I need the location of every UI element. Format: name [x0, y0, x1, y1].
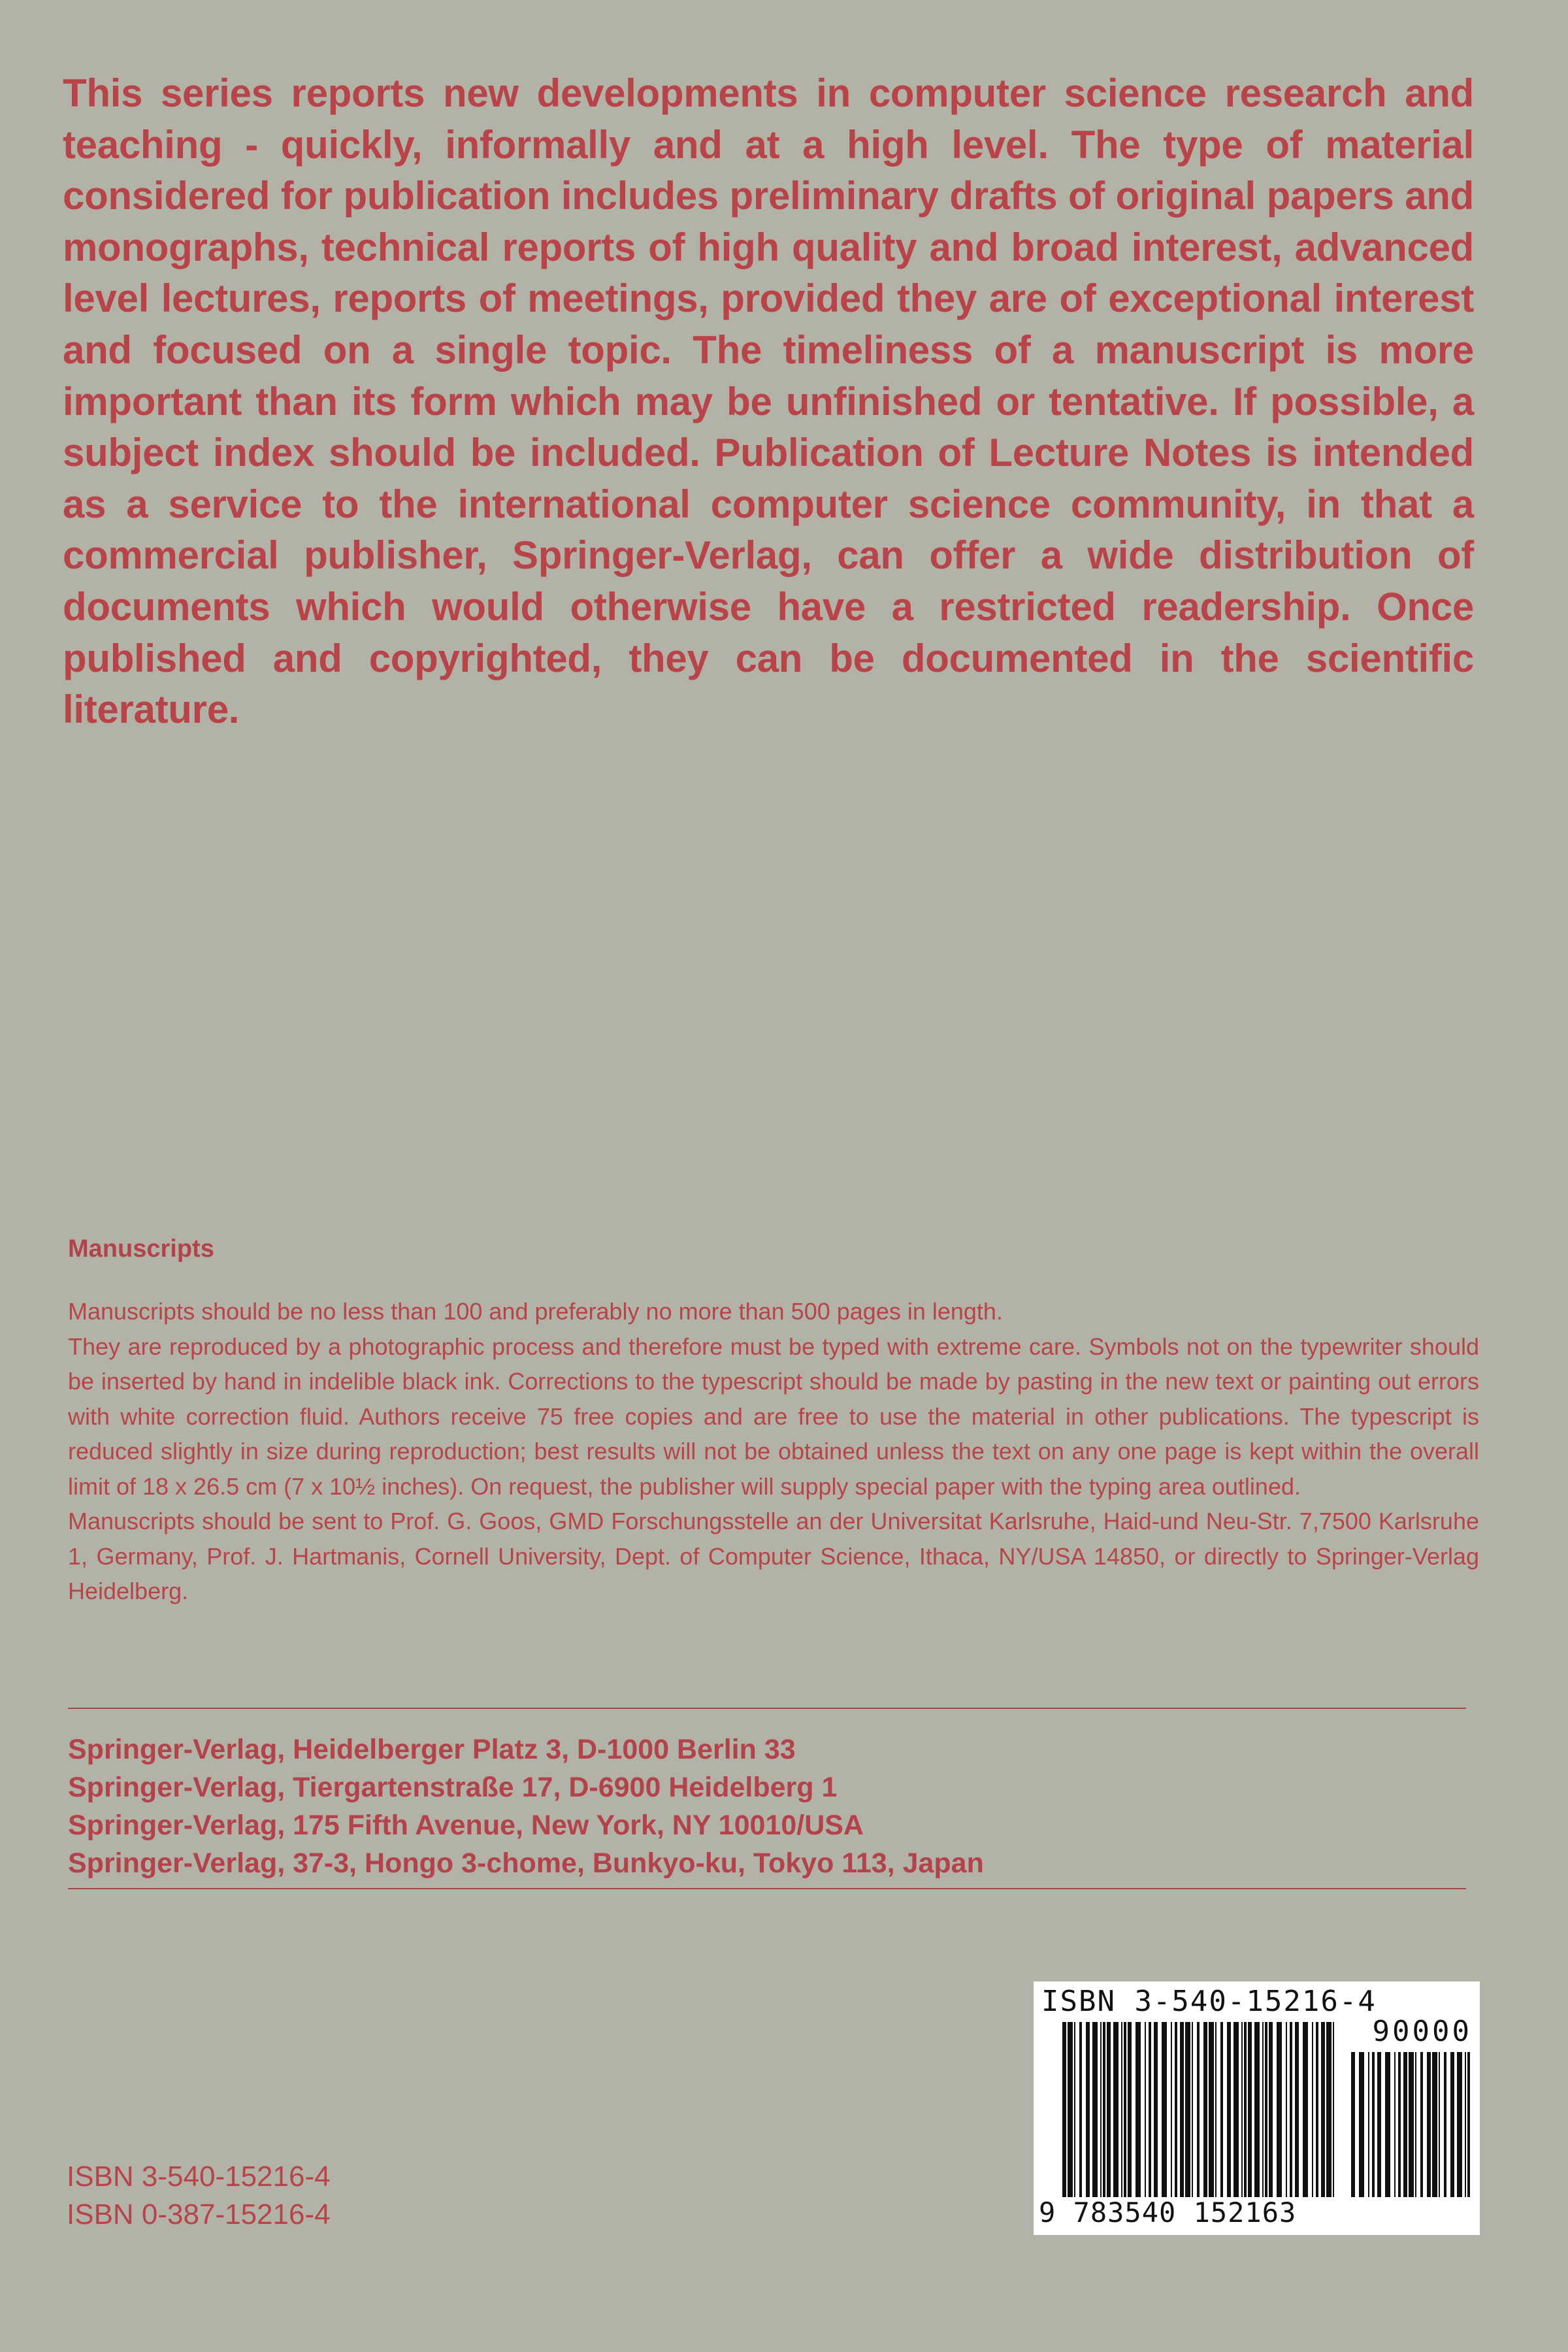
barcode-bar-53-7: [1398, 2052, 1401, 2197]
barcode-bar-17-45: [1326, 2022, 1331, 2197]
barcode-bar-17-9: [1113, 2022, 1119, 2197]
barcode-bar-17-43: [1316, 2022, 1318, 2197]
manuscripts-heading: Manuscripts: [68, 1235, 214, 1263]
barcode-bar-17-19: [1175, 2022, 1177, 2197]
barcode-bar-17-21: [1185, 2022, 1190, 2197]
barcode-bar-17-17: [1162, 2022, 1167, 2197]
barcode-bar-17-7: [1103, 2022, 1105, 2197]
barcode-bar-53-17: [1457, 2052, 1462, 2197]
barcode-bar-53-19: [1467, 2052, 1470, 2197]
barcode-bar-17-13: [1135, 2022, 1141, 2197]
barcode-bar-17-46: [1333, 2022, 1334, 2197]
barcode-bar-53-2: [1368, 2052, 1369, 2197]
barcode-bar-17-40: [1295, 2022, 1299, 2197]
barcode-bar-17-26: [1215, 2022, 1217, 2197]
isbn-springer-new-york: ISBN 0-387-15216-4: [67, 2198, 331, 2230]
barcode-bar-17-44: [1321, 2022, 1325, 2197]
barcode-bar-17-34: [1262, 2022, 1264, 2197]
barcode-bar-17-20: [1180, 2022, 1184, 2197]
isbn-list: [67, 2158, 331, 2234]
barcode-bar-53-6: [1394, 2052, 1396, 2197]
barcode-bar-17-18: [1171, 2022, 1172, 2197]
publisher-address-list: [68, 1731, 984, 1882]
divider-bottom: [68, 1888, 1466, 1889]
barcode-bar-17-2: [1074, 2022, 1075, 2197]
barcode-bar-53-15: [1444, 2052, 1446, 2197]
barcode-bar-53-0: [1351, 2052, 1355, 2197]
barcode-bar-17-32: [1248, 2022, 1252, 2197]
barcode-bar-17-36: [1269, 2022, 1273, 2197]
barcode-bar-17-0: [1062, 2022, 1066, 2197]
barcode-bar-53-14: [1439, 2052, 1440, 2197]
barcode-bar-17-10: [1121, 2022, 1122, 2197]
barcode-bar-17-12: [1128, 2022, 1132, 2197]
barcode-bar-17-42: [1312, 2022, 1313, 2197]
address-tokyo: Springer-Verlag, 37-3, Hongo 3-chome, Bunkyo-ku, Tokyo 113, Japan: [68, 1847, 984, 1879]
barcode-isbn-label: ISBN 3-540-15216-4: [1041, 1985, 1377, 2018]
barcode-bar-17-23: [1197, 2022, 1200, 2197]
barcode-bar-17-35: [1265, 2022, 1267, 2197]
barcode-bar-17-1: [1068, 2022, 1073, 2197]
barcode-bar-17-38: [1286, 2022, 1287, 2197]
barcode-addon-digits: 90000: [1372, 2015, 1472, 2048]
barcode-bar-53-1: [1359, 2052, 1364, 2197]
barcode-ean-digits: 9 783540 152163: [1039, 2196, 1297, 2228]
barcode-bar-53-5: [1385, 2052, 1390, 2197]
isbn-springer-berlin: ISBN 3-540-15216-4: [67, 2161, 331, 2193]
barcode-bar-17-22: [1192, 2022, 1193, 2197]
address-heidelberg: Springer-Verlag, Tiergartenstraße 17, D-6900 Heidelberg 1: [68, 1772, 838, 1803]
barcode-bar-17-16: [1154, 2022, 1158, 2197]
barcode-bar-17-4: [1086, 2022, 1090, 2197]
barcode-bar-17-27: [1220, 2022, 1223, 2197]
barcode-bar-17-24: [1203, 2022, 1207, 2197]
barcode-bar-17-25: [1209, 2022, 1214, 2197]
address-new-york: Springer-Verlag, 175 Fifth Avenue, New York, NY 10010/USA: [68, 1810, 864, 1841]
barcode-bar-17-31: [1244, 2022, 1247, 2197]
barcode-bar-17-8: [1107, 2022, 1111, 2197]
barcode-bar-17-37: [1277, 2022, 1282, 2197]
barcode-bar-53-8: [1403, 2052, 1407, 2197]
barcode-bar-17-3: [1079, 2022, 1082, 2197]
barcode-bar-53-16: [1450, 2052, 1454, 2197]
address-berlin: Springer-Verlag, Heidelberger Platz 3, D-1000 Berlin 33: [68, 1734, 796, 1765]
divider-top: [68, 1708, 1466, 1709]
barcode-bar-53-10: [1415, 2052, 1416, 2197]
barcode-bar-17-14: [1145, 2022, 1146, 2197]
manuscripts-body: [68, 1294, 1479, 1609]
barcode-bar-53-4: [1377, 2052, 1381, 2197]
barcode-bar-53-9: [1409, 2052, 1414, 2197]
barcode-bar-17-39: [1290, 2022, 1292, 2197]
manuscripts-paragraph-typing: They are reproduced by a photographic process and therefore must be typed with extreme care. Symbols not on the typewriter should be inserted by hand in indelible black ink. Corrections to the typescript should be made by pasting in the new text or painting out errors with white correction fluid. Authors receive 75 free copies and are free to use the material in other publications. The typescript is reduced slightly in size during reproduction; best results will not be obtained unless the text on any one page is kept within the overall limit of 18 x 26.5 cm (7 x 10½ inches). On request, the publisher will supply special paper with the typing area outlined.: [68, 1333, 1479, 1500]
barcode-bar-53-13: [1432, 2052, 1437, 2197]
barcode-bar-17-28: [1227, 2022, 1231, 2197]
barcode-panel: [1034, 1981, 1480, 2235]
manuscripts-paragraph-length: Manuscripts should be no less than 100 and preferably no more than 500 pages in length.: [68, 1298, 1003, 1325]
barcode-bar-17-5: [1092, 2022, 1098, 2197]
barcode-bar-17-6: [1100, 2022, 1102, 2197]
barcode-bar-53-11: [1420, 2052, 1423, 2197]
manuscripts-paragraph-submission: Manuscripts should be sent to Prof. G. Goos, GMD Forschungsstelle an der Universitat Karlsruhe, Haid-und Neu-Str. 7,7500 Karlsruhe 1, Germany, Prof. J. Hartmanis, Cornell University, Dept. of Computer Science, Ithaca, NY/USA 14850, or directly to Springer-Verlag Heidelberg.: [68, 1508, 1479, 1604]
barcode-bar-17-11: [1124, 2022, 1126, 2197]
barcode-bar-17-41: [1303, 2022, 1308, 2197]
series-description: This series reports new developments in computer science research and teaching - quickly, informally and at a high level. The type of material considered for publication includes preliminary drafts of original papers and monographs, technical reports of high quality and broad interest, advanced level lectures, reports of meetings, provided they are of exceptional interest and focused on a single topic. The timeliness of a manuscript is more important than its form which may be unfinished or tentative. If possible, a subject index should be included. Publication of Lecture Notes is intended as a service to the international computer science community, in that a commercial publisher, Springer-Verlag, can offer a wide distribution of documents which would otherwise have a restricted readership. Once published and copyrighted, they can be documented in the scientific literature.: [63, 71, 1474, 732]
barcode-bar-17-15: [1149, 2022, 1151, 2197]
barcode-bar-53-3: [1372, 2052, 1375, 2197]
barcode-bar-53-18: [1465, 2052, 1466, 2197]
barcode-bar-53-12: [1427, 2052, 1431, 2197]
barcode-bar-17-29: [1233, 2022, 1239, 2197]
barcode-bar-17-33: [1254, 2022, 1260, 2197]
barcode-bar-17-30: [1241, 2022, 1243, 2197]
